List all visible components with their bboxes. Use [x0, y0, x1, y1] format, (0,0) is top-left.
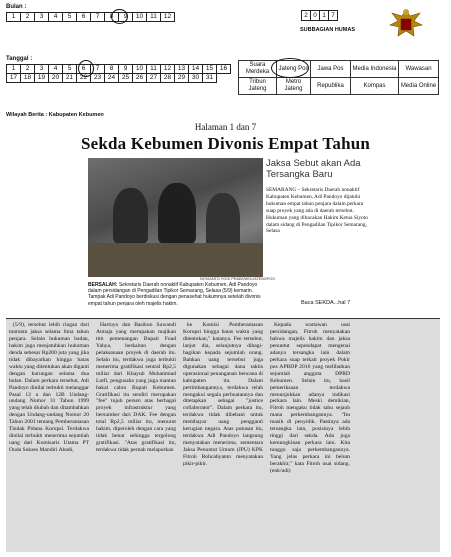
- tanggal-day-cell: 12: [161, 65, 175, 74]
- media-kompas: Kompas: [351, 78, 399, 95]
- media-suara-merdeka: Suara Merdeka: [239, 61, 277, 78]
- year-grid: [301, 10, 338, 21]
- media-table: [238, 60, 439, 95]
- article-column-3: ke Komisi Pemberantasan Korupsi hingga batas waktu yang ditentukan," katanya. Fee tersebut, lanjut dia, selanjutnya dibagi-bagikan kepada sejumlah orang. Bahkan uang tersebut juga digunakan sebagai dana taktis operasional penanganan bencana di kabupaten itu. Dalam pertimbangannya, terdakwa telah mengakui segala perbuatannya dan ditetapkan sebagai "justice collaborator". Dalam perkara itu, terdakwa tidak dibebani untuk membayar uang pengganti kerugian negara. Atas putusan itu, terdakwa Adi Pandoyo langsung menyatakan menerima, sementara Jaksa Penuntut Umum (JPU) KPK Fitroh Rohcahyanto menyatakan pikir-pikir.: [183, 322, 263, 468]
- tanggal-day-cell: 6: [77, 65, 91, 74]
- media-metro-jateng: Metro Jateng: [277, 78, 311, 95]
- tanggal-day-cell: 10: [133, 65, 147, 74]
- courtroom-photo: [88, 158, 263, 277]
- tanggal-day-cell: 13: [175, 65, 189, 74]
- tanggal-day-cell: 16: [217, 65, 231, 74]
- bulan-month-cell: 1: [7, 13, 21, 22]
- tanggal-day-cell: 18: [21, 74, 35, 83]
- media-media-online: Media Online: [399, 78, 439, 95]
- tanggal-day-cell: 26: [133, 74, 147, 83]
- tanggal-day-cell: 3: [35, 65, 49, 74]
- tanggal-day-cell: 14: [189, 65, 203, 74]
- year-digit-cell: 1: [320, 11, 329, 21]
- article-headline: Sekda Kebumen Divonis Empat Tahun: [80, 134, 371, 153]
- year-digit-cell: 2: [302, 11, 311, 21]
- tanggal-day-cell: 19: [35, 74, 49, 83]
- sidebar-body: SEMARANG – Sekretaris Daerah nonaktif Kabupaten Kebumen, Adi Pandoyo dijatuhi hukuman empat tahun penjara dalam perkara suap proyek yang ada di daerah tersebut. Hukuman yang dibacakan Hakim Ketua Siyoto dalam sidang di Pengadilan Tipikor Semarang, Selasa: [266, 187, 368, 235]
- bulan-month-cell: 12: [161, 13, 175, 22]
- department-label: SUBBAGIAN HUMAS: [300, 27, 355, 33]
- tanggal-day-cell: 17: [7, 74, 21, 83]
- sidebar-title: Jaksa Sebut akan Ada Tersangka Baru: [266, 158, 361, 180]
- photo-credit: NOVIANTO YOGI PRABOWO/JATENGPOS: [200, 277, 275, 281]
- bulan-month-cell: 11: [147, 13, 161, 22]
- media-media-indonesia: Media Indonesia: [351, 61, 399, 78]
- year-digit-cell: 0: [311, 11, 320, 21]
- bulan-grid: [6, 12, 175, 22]
- bulan-month-cell: 5: [63, 13, 77, 22]
- media-republika: Republika: [311, 78, 351, 95]
- article-column-2: Hartoyo dan Basikun Suwandi Atmaja yang merupakan majikan tim pemenangan Bupati Fuad Yahya, berkaitan dengan pelaksanaan proyek di daerah itu. Selain itu, terdakwa juga terbukti menerima gratifikasi sentral Rp2,5 miliar dari Khayub Muhammad Lutfi, pengusaha yang juga mantan bakal calon Bupati Kebumen. Gratifikasi itu sendiri merupakan "fee" tujuh persen atas berbagai proyek infrastruktur yang bersumber dari DAK. Fee dengan total Rp2,5 miliar itu, menurut hakim, diperoleh dengan cara yang tidak benar sehingga tergolong gratifikasi. "Atas gratifikasi itu, terdakwa tidak pernah melaporkan: [96, 322, 176, 454]
- tanggal-day-cell: 11: [147, 65, 161, 74]
- bulan-label: Bulan :: [6, 4, 27, 10]
- tanggal-day-cell: 4: [49, 65, 63, 74]
- media-selected-circle: [271, 58, 309, 78]
- tanggal-day-cell: 25: [119, 74, 133, 83]
- garuda-emblem-icon: [386, 4, 426, 44]
- tanggal-label: Tanggal :: [6, 56, 33, 62]
- tanggal-day-cell: 9: [119, 65, 133, 74]
- tanggal-day-cell: 21: [63, 74, 77, 83]
- tanggal-day-cell: 27: [147, 74, 161, 83]
- tanggal-day-cell: 15: [203, 65, 217, 74]
- tanggal-day-cell: 5: [63, 65, 77, 74]
- tanggal-day-cell: 31: [203, 74, 217, 83]
- tanggal-day-cell: 23: [91, 74, 105, 83]
- media-jawa-pos: Jawa Pos: [311, 61, 351, 78]
- media-wawasan: Wawasan: [399, 61, 439, 78]
- tanggal-day-cell: 8: [105, 65, 119, 74]
- article-column-1: (5/9), tersebut lebih ringan dari tuntutan jaksa selama lima tahun penjara. Selain hukuman badan, hakim juga menjatuhkan hukuman denda sebesar Rp200 juta yang jika tidak dibayarkan hingga batas waktu yang ditentukan akan diganti dengan kurungan selama dua bulan. Dalam perkara tersebut, Adi Pandoyo dinilai terbukti melanggar Pasal 12 a dan 12B Undang-undang Nomor 31 Tahun 1999 yang telah diubah dan ditambahkan dengan Undang-undang Nomor 20 Tahun 2001 tentang Pemberantasan Tindak Pidana Korupsi. Terdakwa dinilai terbukti menerima sejumlah uang dari Komisaris Utama PT Ouda Sukses Mandiri Abadi,: [9, 322, 89, 454]
- wilayah-berita: Wilayah Berita : Kabupaten Kebumen: [6, 112, 104, 118]
- media-tribun-jateng: Tribun Jateng: [239, 78, 277, 95]
- caption-lead: BERSALAH:: [88, 282, 118, 288]
- tanggal-day-cell: 1: [7, 65, 21, 74]
- bulan-month-cell: 8: [105, 13, 119, 22]
- tanggal-selected-circle: [78, 60, 94, 77]
- year-digit-cell: 7: [329, 11, 338, 21]
- tanggal-day-cell: 20: [49, 74, 63, 83]
- tanggal-day-cell: 2: [21, 65, 35, 74]
- caption-text: Sekretaris Daerah nonaktif Kabupaten Kebumen, Adi Pandoyo dalam persidangan di Pengadilan Tipikor Semarang, Selasa (5/9) kemarin. Tampak Adi Pandoyo berdiskusi dengan penasehat hukumnya setelah divonis empat tahun penjara oleh majelis hakim.: [88, 282, 261, 307]
- bulan-month-cell: 7: [91, 13, 105, 22]
- bulan-month-cell: 2: [21, 13, 35, 22]
- bulan-selected-circle: [111, 9, 128, 24]
- baca-link: Baca SEKDA...hal 7: [301, 300, 351, 306]
- bulan-month-cell: 6: [77, 13, 91, 22]
- sidebar: [266, 158, 374, 235]
- tanggal-day-cell: 28: [161, 74, 175, 83]
- photo-caption: [88, 282, 263, 307]
- bulan-month-cell: 3: [35, 13, 49, 22]
- article-column-4: Kepada wartawan usai persidangan, Fitroh menyatakan bahwa majelis hakim dan jaksa penuntut sependapat mengenai adanya tersangka lain dalam perkara suap terkait proyek Pokir pos APBDP 2016 yang melibatkan sejumlah anggota DPRD Kebumen. Selain itu, hasil pemeriksaan terdakwa menunjukkan adanya indikasi perkara lain. Meski demikian, Fitroh mengaku tidak tahu sejauh mana perkembangannya. "Itu masih di penyidik. Pastinya ada tersangka lain, posisinya lebih tinggi dari sekda. Ada juga kemungkinan perkara lain. Kita tunggu saja perkembangannya. Yang jelas perkara ini belum berakhir," kata Fitroh usai sidang. (enk/udi): [270, 322, 350, 475]
- tanggal-day-cell: 30: [189, 74, 203, 83]
- tanggal-day-cell: 24: [105, 74, 119, 83]
- halaman-label: Halaman 1 dan 7: [194, 122, 257, 132]
- article-body: [6, 318, 440, 552]
- media-jateng-pos: Jateng Pos: [277, 61, 311, 78]
- tanggal-grid: [6, 64, 231, 83]
- bulan-month-cell: 9: [119, 13, 133, 22]
- bulan-month-cell: 4: [49, 13, 63, 22]
- bulan-month-cell: 10: [133, 13, 147, 22]
- tanggal-day-cell: 22: [77, 74, 91, 83]
- tanggal-day-cell: 29: [175, 74, 189, 83]
- tanggal-day-cell: 7: [91, 65, 105, 74]
